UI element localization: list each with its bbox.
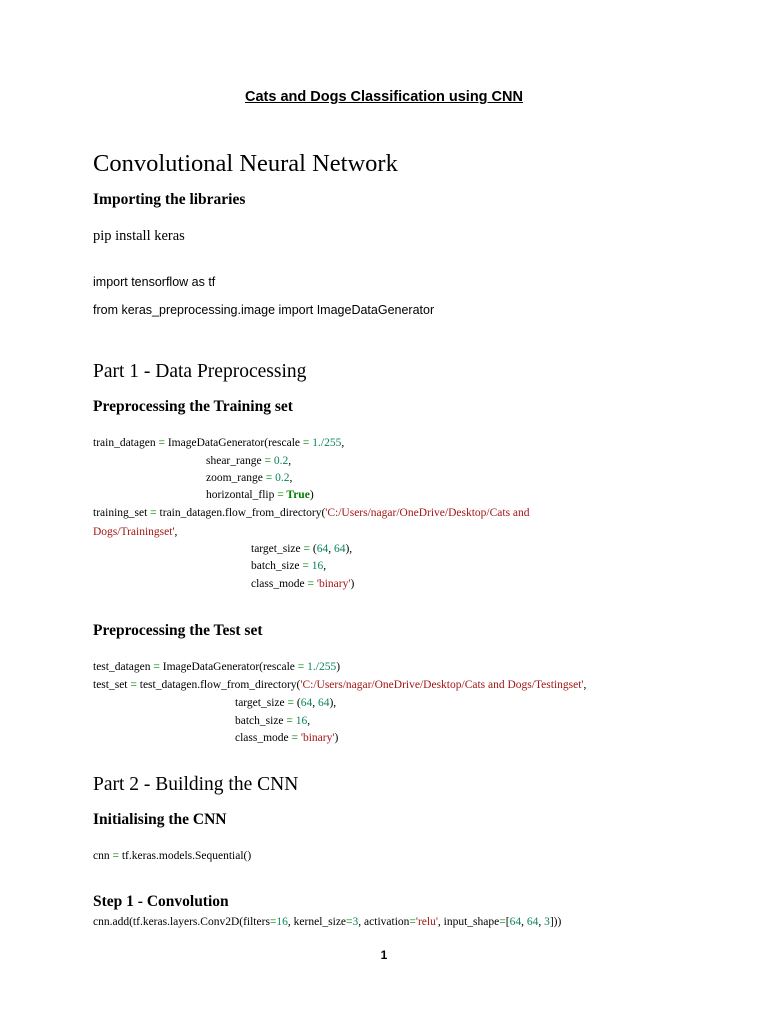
code-token: horizontal_flip <box>206 489 278 501</box>
code-line-training-set-path <box>93 526 177 538</box>
code-token: = <box>286 715 293 727</box>
code-token: [ <box>505 916 510 928</box>
code-token: ) <box>336 661 341 673</box>
code-token: ( <box>293 697 301 709</box>
code-token: = <box>297 661 305 673</box>
code-token: 64 <box>317 697 330 709</box>
heading-part1-data-preprocessing: Part 1 - Data Preprocessing <box>93 361 307 382</box>
code-token: 'C:/Users/nagar/OneDrive/Desktop/Cats and Dogs/Testingset' <box>300 679 584 691</box>
code-token: , <box>328 543 334 555</box>
code-token: = <box>277 489 284 501</box>
pip-install-line: pip install keras <box>93 228 185 244</box>
code-token: train_datagen <box>93 437 159 449</box>
code-token: 1./255 <box>309 437 342 449</box>
code-line-test-class-mode <box>235 732 338 744</box>
code-token: = <box>269 916 277 928</box>
code-token: = <box>307 578 315 590</box>
code-token: , <box>174 526 178 538</box>
code-token: 16 <box>276 916 288 928</box>
code-token: , input_shape <box>437 916 500 928</box>
code-token: 64 <box>333 543 346 555</box>
code-token: ) <box>334 732 339 744</box>
code-token: = <box>499 916 506 928</box>
code-token: True <box>283 489 310 501</box>
code-token: class_mode <box>251 578 308 590</box>
code-token: = <box>265 472 273 484</box>
code-token: 1./255 <box>304 661 337 673</box>
code-token: = <box>112 850 119 862</box>
code-token: ImageDataGenerator(rescale <box>164 437 303 449</box>
code-token: ])) <box>549 916 562 928</box>
code-token: 3 <box>544 916 550 928</box>
code-line-training-set <box>93 507 530 519</box>
heading-part2-building-cnn: Part 2 - Building the CNN <box>93 774 299 795</box>
heading-preprocessing-test-set: Preprocessing the Test set <box>93 622 263 639</box>
code-token: test_datagen <box>93 661 154 673</box>
code-token: , <box>289 472 293 484</box>
import-imagedatagenerator-line: from keras_preprocessing.image import ImageDataGenerator <box>93 303 435 317</box>
code-token: zoom_range <box>206 472 266 484</box>
code-line-training-batch-size <box>251 560 326 572</box>
heading-preprocessing-training-set: Preprocessing the Training set <box>93 398 293 415</box>
code-line-test-batch-size <box>235 715 310 727</box>
code-token: ( <box>309 543 317 555</box>
code-token: = <box>303 543 310 555</box>
heading-step1-convolution: Step 1 - Convolution <box>93 893 229 910</box>
import-tensorflow-line: import tensorflow as tf <box>93 275 216 289</box>
code-token: ImageDataGenerator(rescale <box>159 661 298 673</box>
code-token: batch_size <box>235 715 287 727</box>
code-token: , kernel_size <box>287 916 347 928</box>
code-token: test_set <box>93 679 131 691</box>
code-token: 'C:/Users/nagar/OneDrive/Desktop/Cats and <box>325 507 530 519</box>
code-token: 64 <box>316 543 329 555</box>
code-token: = <box>264 455 271 467</box>
code-token: training_set <box>93 507 151 519</box>
code-line-training-class-mode <box>251 578 354 590</box>
code-token: batch_size <box>251 560 303 572</box>
code-token: = <box>153 661 160 673</box>
code-token: 16 <box>292 715 308 727</box>
code-token: 0.2 <box>270 455 289 467</box>
code-token: 64 <box>509 916 522 928</box>
code-token: ) <box>309 489 314 501</box>
code-line-train-datagen <box>93 437 344 449</box>
code-token: = <box>302 560 309 572</box>
code-token: , <box>323 560 327 572</box>
code-line-test-target-size <box>235 697 336 709</box>
code-token: = <box>346 916 353 928</box>
code-token: , <box>538 916 545 928</box>
code-token: cnn <box>93 850 113 862</box>
code-token: shear_range <box>206 455 265 467</box>
code-token: = <box>150 507 157 519</box>
code-token: class_mode <box>235 732 292 744</box>
code-line-conv2d <box>93 916 561 928</box>
code-token: , <box>307 715 311 727</box>
code-line-test-set <box>93 679 586 691</box>
code-token: = <box>302 437 310 449</box>
code-token: , <box>312 697 318 709</box>
code-token: , <box>288 455 292 467</box>
code-token: 0.2 <box>272 472 290 484</box>
code-token: = <box>130 679 137 691</box>
code-token: ), <box>345 543 353 555</box>
heading-convolutional-neural-network: Convolutional Neural Network <box>93 150 398 177</box>
code-line-horizontal-flip <box>206 489 314 501</box>
code-token: Dogs/Trainingset' <box>93 526 175 538</box>
code-line-training-target-size <box>251 543 352 555</box>
code-token: 3 <box>352 916 359 928</box>
code-token: , activation <box>358 916 410 928</box>
code-token: 64 <box>300 697 313 709</box>
document-title: Cats and Dogs Classification using CNN <box>245 89 523 105</box>
code-line-test-datagen <box>93 661 340 673</box>
code-token: 'relu' <box>415 916 438 928</box>
code-token: , <box>521 916 527 928</box>
code-token: = <box>409 916 416 928</box>
heading-initialising-cnn: Initialising the CNN <box>93 811 227 828</box>
code-token: = <box>291 732 299 744</box>
code-token: train_datagen.flow_from_directory( <box>156 507 326 519</box>
code-token: , <box>583 679 587 691</box>
code-token: target_size <box>251 543 304 555</box>
code-token: = <box>158 437 165 449</box>
code-line-cnn-sequential <box>93 850 251 862</box>
code-token: , <box>341 437 345 449</box>
code-token: 16 <box>308 560 324 572</box>
code-token: = <box>287 697 294 709</box>
code-token: cnn.add(tf.keras.layers.Conv2D(filters <box>93 916 270 928</box>
code-token: ) <box>350 578 355 590</box>
code-token: ), <box>329 697 337 709</box>
heading-importing-libraries: Importing the libraries <box>93 191 246 208</box>
code-token: tf.keras.models.Sequential() <box>118 850 252 862</box>
page-number: 1 <box>380 948 388 962</box>
code-token: test_datagen.flow_from_directory( <box>136 679 301 691</box>
code-token: target_size <box>235 697 288 709</box>
code-token: 'binary' <box>314 578 351 590</box>
code-line-zoom-range <box>206 472 292 484</box>
code-token: 64 <box>526 916 539 928</box>
code-token: 'binary' <box>298 732 335 744</box>
code-line-shear-range <box>206 455 291 467</box>
